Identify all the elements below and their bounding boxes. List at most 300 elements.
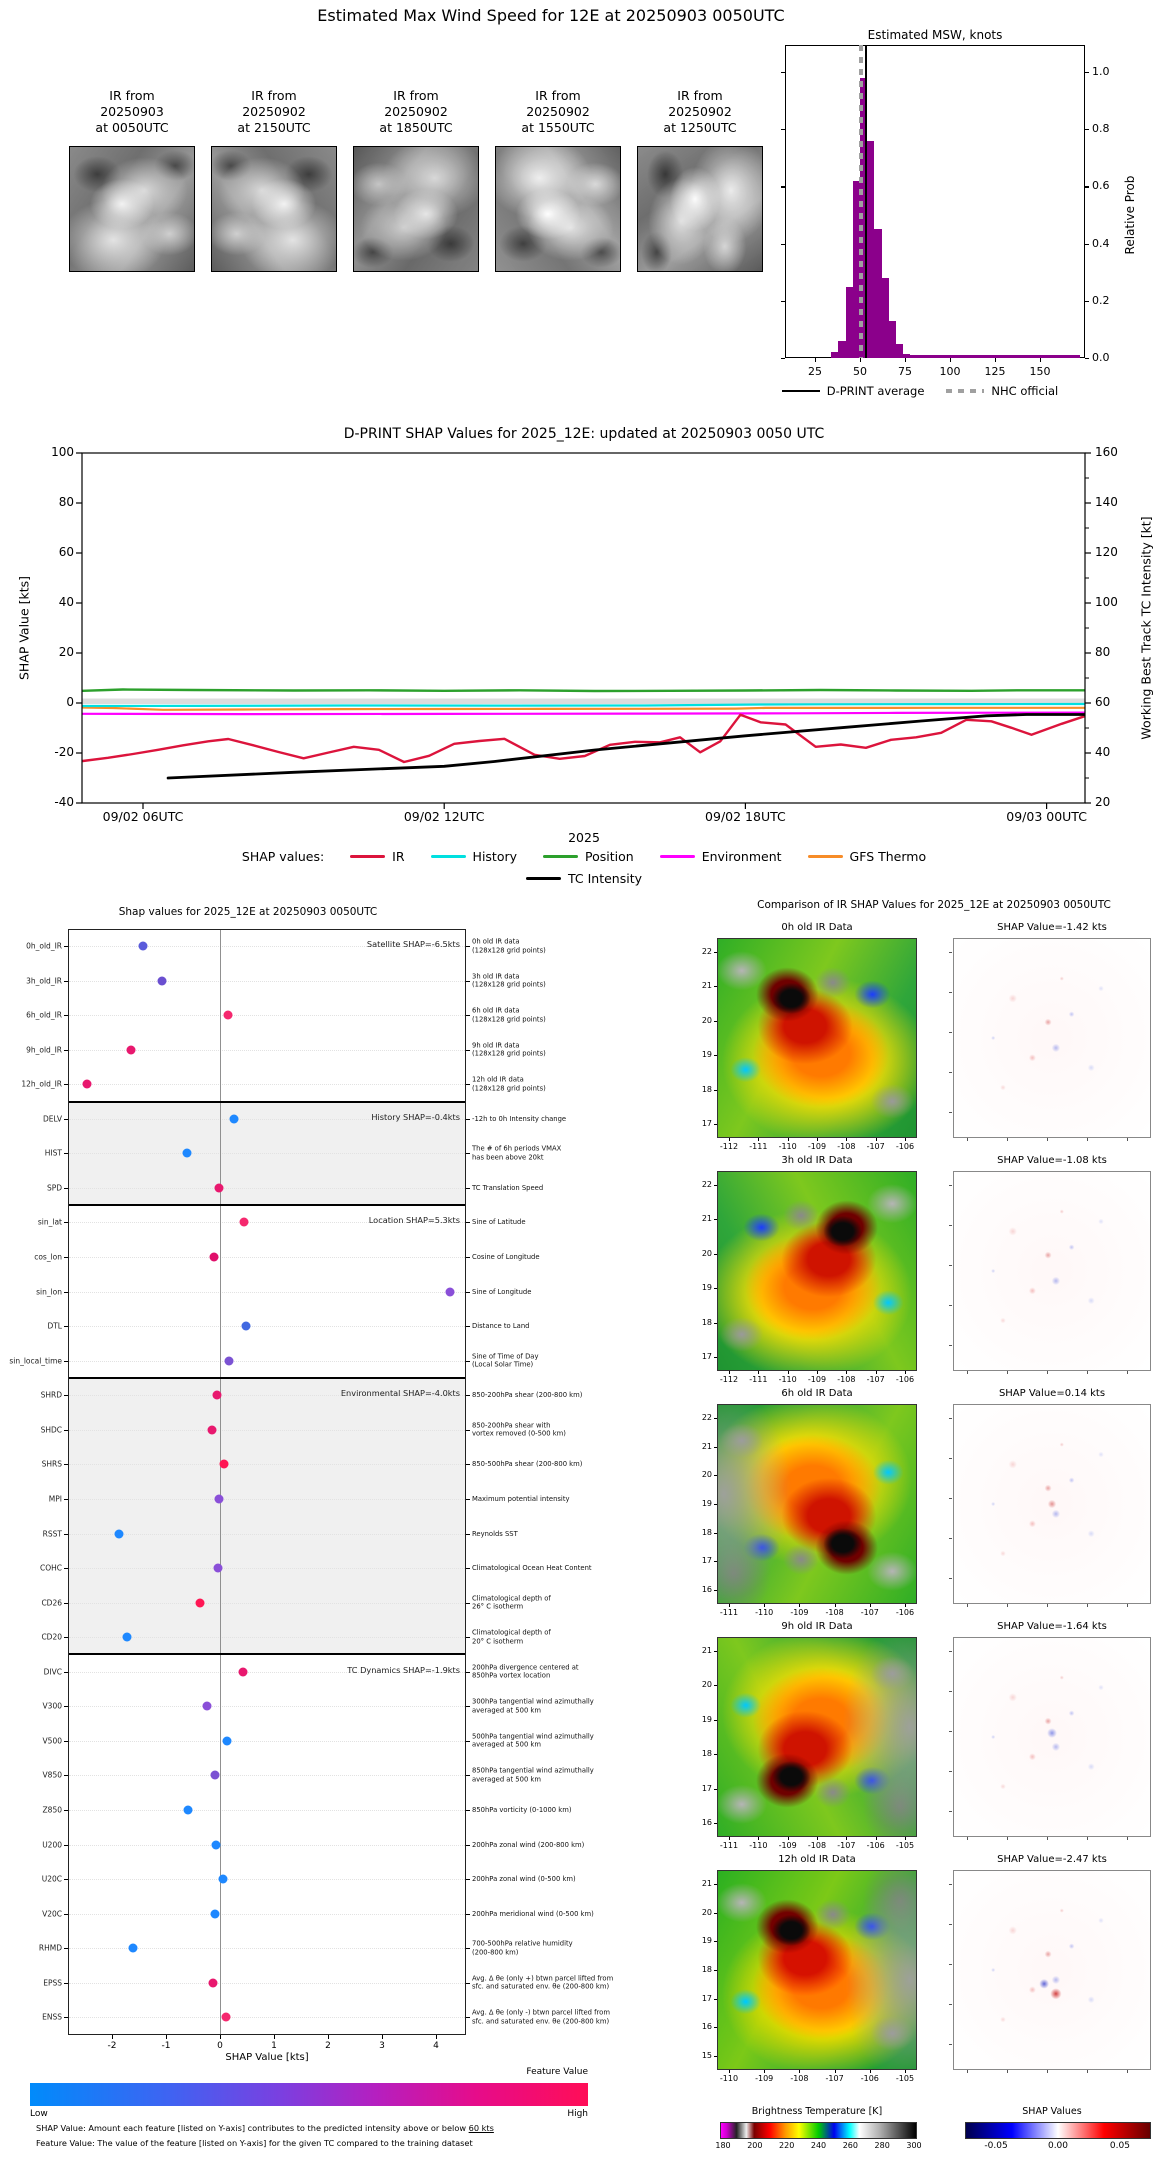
dotplot-row-gridline	[69, 1568, 465, 1569]
lon-tick-label: -108	[790, 2074, 809, 2083]
lon-tick-mark	[905, 1837, 906, 1840]
feature-description	[472, 1287, 687, 1296]
dotplot-xtick-label: 4	[433, 2041, 439, 2051]
feature-description	[472, 1184, 687, 1193]
lat-tick-mark	[714, 1185, 717, 1186]
lat-tick-label: 18	[701, 1965, 712, 1974]
shap-dot	[184, 1806, 193, 1815]
feature-description-line: 3h old IR data	[472, 972, 520, 981]
timeseries-ytick-right: 120	[1095, 545, 1118, 559]
histogram-ytick-mark	[781, 358, 785, 359]
dotplot-row-gridline	[69, 1879, 465, 1880]
histogram-bar	[838, 341, 845, 358]
desc-tick	[466, 1326, 470, 1327]
feature-description	[472, 1322, 687, 1331]
feature-tick	[64, 1292, 68, 1293]
dotplot-xtick-mark	[436, 2035, 437, 2039]
histogram-title: Estimated MSW, knots	[867, 28, 1003, 42]
feature-description-line: Sine of Longitude	[472, 1287, 532, 1296]
dprint-average-line	[865, 45, 867, 358]
legend-swatch	[543, 855, 578, 859]
feature-description-line: Maximum potential intensity	[472, 1494, 570, 1503]
lat-tick-label: 20	[701, 1680, 712, 1690]
feature-tick	[64, 1672, 68, 1673]
shap-image-tick	[1047, 1371, 1048, 1374]
desc-tick	[466, 1914, 470, 1915]
lon-tick-label: -106	[895, 1608, 915, 1617]
lat-tick-mark	[714, 1447, 717, 1448]
shap-image-tick	[1047, 1138, 1048, 1141]
dotplot-xtick-mark	[166, 2035, 167, 2039]
feature-tick	[64, 1153, 68, 1154]
lon-tick-label: -109	[755, 2074, 774, 2083]
feature-tick	[64, 1015, 68, 1016]
shap-image-tick	[1047, 2070, 1048, 2073]
shap-image-tick	[949, 992, 952, 993]
legend-label: Environment	[701, 849, 782, 864]
legend-swatch	[660, 855, 695, 859]
ir-data-image	[717, 938, 917, 1138]
shap-colorbar-tick-label: 0.05	[1109, 2141, 1130, 2151]
lat-tick-mark	[714, 1561, 717, 1562]
legend-label: History	[472, 849, 518, 864]
dotplot-row-gridline	[69, 1534, 465, 1535]
shap-image-tick	[949, 1691, 952, 1692]
feature-description	[472, 1840, 687, 1849]
desc-tick	[466, 1119, 470, 1120]
dotplot-xtick-mark	[274, 2035, 275, 2039]
lat-tick-label: 21	[701, 1441, 712, 1451]
feature-description-line: (128x128 grid points)	[472, 1049, 546, 1058]
histogram-bar	[831, 352, 838, 358]
feature-description-line: has been above 20kt	[472, 1153, 544, 1162]
shap-image-tick	[949, 1305, 952, 1306]
feature-description	[472, 1218, 687, 1227]
shap-dot	[182, 1149, 191, 1158]
dotplot-row-gridline	[69, 1015, 465, 1016]
histogram-xtick-label: 100	[939, 365, 961, 378]
feature-label: RHMD	[38, 1943, 62, 1953]
timeseries-xtick-label: 09/02 18UTC	[705, 809, 786, 824]
feature-description	[472, 1529, 687, 1538]
timeseries-ytick-right: 160	[1095, 445, 1118, 459]
timeseries-ytick-right: 140	[1095, 495, 1118, 509]
lon-tick-mark	[905, 1138, 906, 1141]
desc-tick	[466, 1879, 470, 1880]
lat-tick-label: 19	[701, 1936, 712, 1946]
lat-tick-label: 21	[701, 1879, 712, 1888]
dotplot-row-gridline	[69, 1464, 465, 1465]
timeseries-lines	[82, 690, 1085, 779]
feature-tick	[64, 1257, 68, 1258]
feature-description	[472, 1698, 687, 1715]
feature-tick	[64, 1464, 68, 1465]
ir-thumb-caption-line: IR from	[677, 88, 723, 103]
shap-dot	[223, 1736, 232, 1745]
lon-tick-label: -109	[807, 1142, 827, 1151]
shap-image-tick	[949, 1032, 952, 1033]
desc-tick	[466, 1188, 470, 1189]
legend-item	[782, 384, 925, 398]
lon-tick-label: -106	[895, 1142, 915, 1151]
histogram-ytick-mark	[1085, 72, 1089, 73]
feature-description-line: 20° C isotherm	[472, 1637, 524, 1646]
histogram-xtick-label: 50	[853, 365, 867, 378]
timeseries-ylabel-left: SHAP Value [kts]	[16, 575, 32, 681]
shap-image-tick	[949, 1538, 952, 1539]
ir-thumb-caption-line: 20250902	[384, 104, 448, 119]
shap-image-tick	[949, 1458, 952, 1459]
lat-tick-label: 16	[701, 1585, 712, 1594]
dotplot-row-gridline	[69, 2017, 465, 2018]
feature-description	[472, 1460, 687, 1469]
dotplot-xtick-mark	[220, 2035, 221, 2039]
timeseries-ytick-left: 0	[66, 695, 74, 709]
shap-image-tick	[1127, 1604, 1128, 1607]
feature-label: MPI	[48, 1494, 62, 1504]
feature-description	[472, 972, 687, 989]
ir-data-image	[717, 1637, 917, 1837]
shap-dot	[203, 1702, 212, 1711]
lat-tick-mark	[714, 1999, 717, 2000]
feature-description-line: 26° C isotherm	[472, 1602, 524, 1611]
lon-tick-label: -109	[790, 1608, 809, 1617]
bt-colorbar-tick-label: 220	[779, 2141, 795, 2150]
feature-description	[472, 1629, 687, 1646]
shap-dot	[123, 1633, 132, 1642]
dotplot-row-gridline	[69, 981, 465, 982]
dotplot-xtick-label: 1	[271, 2041, 277, 2051]
feature-tick	[64, 1845, 68, 1846]
feature-tick	[64, 1050, 68, 1051]
shap-image-title: SHAP Value=-1.64 kts	[997, 1621, 1107, 1632]
histogram-ytick-mark	[781, 129, 785, 130]
lon-tick-label: -110	[778, 1375, 797, 1384]
ir-data-title: 0h old IR Data	[781, 922, 853, 933]
colorbar-high-label: High	[567, 2109, 588, 2119]
feature-label: SPD	[46, 1183, 62, 1193]
ir-data-image	[717, 1404, 917, 1604]
histogram-frame	[785, 45, 1085, 358]
timeseries-ytick-right: 80	[1095, 645, 1111, 659]
lat-tick-mark	[714, 952, 717, 953]
feature-tick	[64, 981, 68, 982]
shap-image-tick	[1087, 1604, 1088, 1607]
lon-tick-label: -108	[825, 1608, 844, 1617]
shap-dot	[240, 1218, 249, 1227]
feature-description	[472, 1875, 687, 1884]
shap-dot	[212, 1840, 221, 1849]
timeseries-ytick-right: 20	[1095, 795, 1111, 809]
shap-dot	[127, 1045, 136, 1054]
shap-image-tick	[1007, 1371, 1008, 1374]
feature-label: U20C	[41, 1874, 62, 1884]
feature-description-line: Climatological Ocean Heat Content	[472, 1563, 592, 1572]
legend-item	[808, 849, 927, 864]
feature-description-line: 850-500hPa shear (200-800 km)	[472, 1460, 583, 1469]
feature-description-line: (200-800 km)	[472, 1948, 519, 1957]
ir-satellite-thumbnail	[353, 146, 479, 272]
dotplot-row-gridline	[69, 1084, 465, 1085]
histogram-ytick-label: 1.0	[1092, 65, 1110, 78]
histogram-ytick-mark	[1085, 129, 1089, 130]
timeseries-xlabel: 2025	[568, 830, 600, 845]
lat-tick-mark	[714, 1090, 717, 1091]
lat-tick-mark	[714, 1323, 717, 1324]
feature-label: 0h_old_IR	[26, 941, 62, 951]
nhc-official-line	[859, 45, 863, 358]
timeseries-title: D-PRINT SHAP Values for 2025_12E: updated at 20250903 0050 UTC	[343, 426, 825, 442]
dotplot-row-gridline	[69, 1706, 465, 1707]
legend-swatch	[808, 855, 843, 859]
feature-description-line: -12h to 0h Intensity change	[472, 1114, 567, 1123]
desc-tick	[466, 1603, 470, 1604]
ir-data-title: 9h old IR Data	[781, 1621, 853, 1632]
dotplot-row-gridline	[69, 1188, 465, 1189]
ir-thumb-caption-line: at 1550UTC	[521, 120, 595, 135]
feature-description	[472, 1145, 687, 1162]
shap-image-tick	[949, 1731, 952, 1732]
lon-tick-mark	[876, 1138, 877, 1141]
ir-thumb-caption-line: IR from	[535, 88, 581, 103]
shap-dot	[225, 1356, 234, 1365]
histogram-ytick-label: 0.6	[1092, 179, 1110, 193]
lon-tick-label: -109	[778, 1841, 797, 1850]
shap-colorbar-tick-label: 0.00	[1047, 2141, 1069, 2151]
feature-description-line: sfc. and saturated env. θe (200-800 km)	[472, 1982, 610, 1991]
section-divider	[68, 1653, 466, 1655]
ir-thumb-caption-line: 20250902	[668, 104, 732, 119]
feature-description-line: Avg. Δ θe (only -) btwn parcel lifted from	[472, 2008, 610, 2017]
desc-tick	[466, 1637, 470, 1638]
lat-tick-label: 20	[701, 1248, 712, 1258]
desc-tick	[466, 1153, 470, 1154]
footnote-feature-value: Feature Value: The value of the feature [listed on Y-axis] for the given TC compared to the training dataset	[36, 2138, 473, 2148]
feature-description	[472, 1421, 687, 1438]
shap-image-tick	[949, 1112, 952, 1113]
histogram-xtick-mark	[950, 358, 951, 362]
lon-tick-mark	[729, 1371, 730, 1374]
feature-tick	[64, 1568, 68, 1569]
lat-tick-label: 21	[701, 1214, 712, 1224]
lon-tick-mark	[788, 1837, 789, 1840]
feature-tick	[64, 2017, 68, 2018]
timeseries-xtick-label: 09/02 12UTC	[403, 809, 485, 824]
lon-tick-label: -111	[749, 1142, 768, 1151]
shap-image-tick	[1127, 1371, 1128, 1374]
shap-dot	[221, 2013, 230, 2022]
feature-tick	[64, 1084, 68, 1085]
lon-tick-mark	[846, 1138, 847, 1141]
feature-tick	[64, 1637, 68, 1638]
shap-image-tick	[1007, 1837, 1008, 1840]
timeseries-legend-row2	[0, 871, 1168, 886]
dotplot-xtick-label: -2	[107, 2041, 117, 2051]
feature-description-line: (128x128 grid points)	[472, 1015, 546, 1024]
feature-label: cos_lon	[34, 1252, 62, 1262]
page-title: Estimated Max Wind Speed for 12E at 20250903 0050UTC	[317, 6, 785, 25]
bt-colorbar	[720, 2122, 917, 2139]
dotplot-row-gridline	[69, 1292, 465, 1293]
lat-tick-label: 22	[701, 1180, 712, 1189]
feature-description	[472, 1115, 687, 1124]
ir-data-image	[717, 1171, 917, 1371]
feature-tick	[64, 1430, 68, 1431]
lat-tick-mark	[714, 1219, 717, 1220]
dotplot-xtick-label: 0	[217, 2041, 223, 2051]
desc-tick	[466, 1534, 470, 1535]
lat-tick-mark	[714, 1288, 717, 1289]
feature-description-line: 850hPa vortex location	[472, 1671, 551, 1680]
legend-item	[431, 849, 517, 864]
ir-thumb-caption	[343, 88, 489, 136]
footnote-shap-text: SHAP Value: Amount each feature [listed on Y-axis] contributes to the predicted intensity above or below	[36, 2123, 469, 2133]
feature-label: 9h_old_IR	[26, 1045, 62, 1055]
feature-label: V20C	[42, 1909, 62, 1919]
shap-image-tick	[1007, 1138, 1008, 1141]
feature-tick	[64, 1879, 68, 1880]
section-shap-label: History SHAP=-0.4kts	[371, 1111, 460, 1122]
shap-image-tick	[949, 1884, 952, 1885]
dotplot-row-gridline	[69, 1326, 465, 1327]
ir-thumb-caption-line: 20250903	[100, 104, 164, 119]
dotplot-xtick-mark	[328, 2035, 329, 2039]
shap-dot	[82, 1080, 91, 1089]
histogram-ylabel: Relative Prob	[1123, 175, 1137, 255]
shap-dot	[157, 976, 166, 985]
shap-dot	[211, 1909, 220, 1918]
shap-value-image	[953, 1637, 1151, 1837]
desc-tick	[466, 1222, 470, 1223]
feature-description-line: 12h old IR data	[472, 1075, 524, 1084]
histogram-ytick-mark	[781, 301, 785, 302]
lat-tick-label: 17	[701, 1783, 712, 1793]
desc-tick	[466, 1430, 470, 1431]
lat-tick-mark	[714, 1789, 717, 1790]
section-shap-label: Location SHAP=5.3kts	[368, 1215, 460, 1226]
desc-tick	[466, 1706, 470, 1707]
lon-tick-mark	[729, 2070, 730, 2073]
shap-image-title: SHAP Value=-2.47 kts	[997, 1854, 1107, 1865]
lat-tick-mark	[714, 1823, 717, 1824]
feature-description	[472, 2009, 687, 2026]
desc-tick	[466, 981, 470, 982]
dotplot-row-gridline	[69, 1361, 465, 1362]
ir-thumb-caption	[59, 88, 205, 136]
lon-tick-mark	[905, 1371, 906, 1374]
feature-description-line: 200hPa zonal wind (0-500 km)	[472, 1874, 576, 1883]
shap-image-tick	[949, 1225, 952, 1226]
shap-dot	[218, 1875, 227, 1884]
ir-thumb-caption-line: 20250902	[526, 104, 590, 119]
lat-tick-label: 18	[701, 1749, 712, 1759]
lat-tick-mark	[714, 1651, 717, 1652]
desc-tick	[466, 1845, 470, 1846]
shap-image-tick	[1087, 1371, 1088, 1374]
lon-tick-label: -106	[866, 1841, 885, 1850]
lon-tick-mark	[729, 1604, 730, 1607]
feature-tick	[64, 1810, 68, 1811]
legend-item	[526, 871, 642, 886]
lon-tick-label: -111	[719, 1608, 739, 1617]
feature-description-line: 0h old IR data	[472, 937, 520, 946]
ir-satellite-thumbnail	[495, 146, 621, 272]
shap-image-tick	[949, 2044, 952, 2045]
feature-label: COHC	[39, 1563, 62, 1573]
histogram-xtick-mark	[815, 358, 816, 362]
feature-tick	[64, 1395, 68, 1396]
feature-description-line: (128x128 grid points)	[472, 946, 546, 954]
shap-image-tick	[1127, 1837, 1128, 1840]
dprint-average-swatch	[782, 390, 820, 393]
histogram-ytick-mark	[1085, 358, 1089, 359]
lat-tick-mark	[714, 1254, 717, 1255]
dotplot-row-gridline	[69, 1914, 465, 1915]
feature-tick	[64, 1499, 68, 1500]
series-line-ir	[83, 715, 1085, 762]
feature-description-line: 200hPa zonal wind (200-800 km)	[472, 1840, 585, 1849]
desc-tick	[466, 1361, 470, 1362]
ir-data-title: 3h old IR Data	[781, 1155, 853, 1166]
lat-tick-label: 18	[701, 1084, 712, 1094]
lat-tick-label: 15	[701, 2051, 712, 2060]
dotplot-row-gridline	[69, 1775, 465, 1776]
histogram-xtick-mark	[1040, 358, 1041, 362]
ir-thumb-caption-line: IR from	[251, 88, 297, 103]
feature-description	[472, 1594, 687, 1611]
shap-dot	[219, 1460, 228, 1469]
histogram-ytick-label: 0.2	[1092, 293, 1110, 307]
desc-tick	[466, 1775, 470, 1776]
dotplot-row-gridline	[69, 1845, 465, 1846]
shap-image-tick	[949, 1265, 952, 1266]
feature-label: EPSS	[43, 1978, 62, 1988]
lon-tick-label: -105	[895, 1841, 915, 1850]
ir-thumb-caption-line: IR from	[109, 88, 155, 103]
timeseries-ytick-left: 40	[58, 595, 74, 609]
histogram-ytick-label: 0.4	[1092, 236, 1110, 250]
lon-tick-mark	[729, 1837, 730, 1840]
dotplot-row-gridline	[69, 1603, 465, 1604]
lon-tick-mark	[876, 1371, 877, 1374]
series-line-environment	[83, 713, 1085, 715]
feature-label: CD20	[41, 1632, 62, 1642]
feature-tick	[64, 1914, 68, 1915]
feature-label: 6h_old_IR	[26, 1010, 62, 1020]
lat-tick-label: 20	[701, 1015, 712, 1025]
timeseries-legend-label: SHAP values:	[241, 849, 325, 864]
timeseries-ytick-left: 80	[58, 495, 74, 509]
shap-image-tick	[949, 1418, 952, 1419]
legend-label: TC Intensity	[567, 871, 642, 886]
feature-description	[472, 1909, 687, 1918]
shap-value-image	[953, 1171, 1151, 1371]
feature-description-line: Sine of Time of Day	[472, 1352, 539, 1361]
dotplot-row-gridline	[69, 1810, 465, 1811]
lon-tick-mark	[876, 1837, 877, 1840]
lon-tick-label: -111	[749, 1375, 768, 1384]
lat-tick-label: 17	[701, 1352, 712, 1361]
lon-tick-label: -106	[860, 2074, 879, 2083]
shap-dot	[229, 1114, 238, 1123]
feature-description-line: 700-500hPa relative humidity	[472, 1939, 573, 1948]
lat-tick-mark	[714, 1124, 717, 1125]
shap-image-tick	[949, 952, 952, 953]
timeseries-xtick-label: 09/02 06UTC	[102, 809, 184, 824]
shap-image-tick	[967, 1371, 968, 1374]
histogram-bar	[874, 229, 881, 358]
lat-tick-mark	[714, 1533, 717, 1534]
